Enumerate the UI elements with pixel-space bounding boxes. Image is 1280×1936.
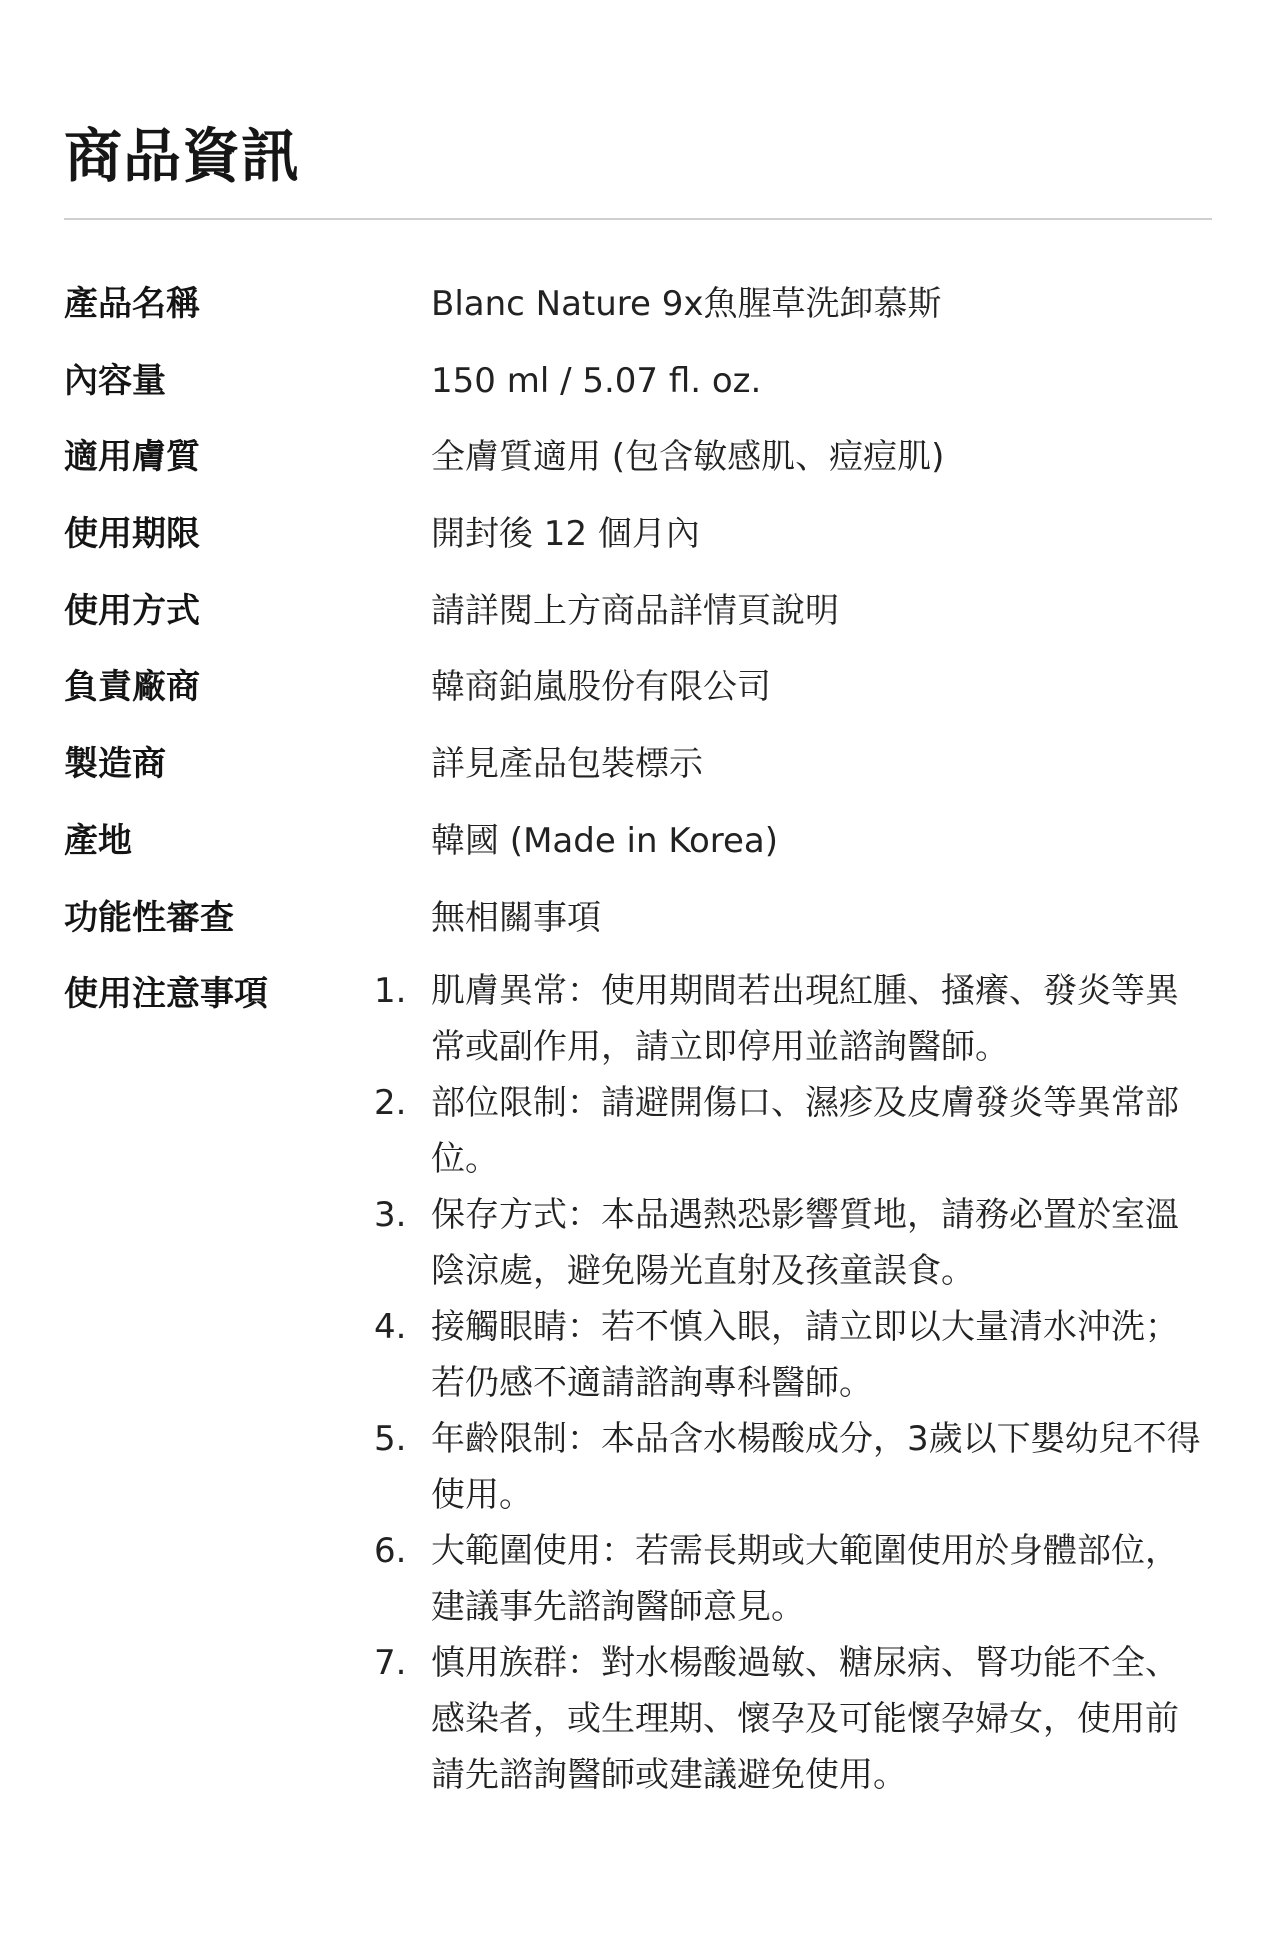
info-row-vendor bbox=[64, 656, 1212, 733]
info-value: 韓國 (Made in Korea) bbox=[431, 820, 779, 861]
list-item-number: 6. bbox=[374, 1531, 407, 1571]
info-label: 產地 bbox=[64, 820, 132, 861]
info-row-volume bbox=[64, 350, 1212, 427]
list-item bbox=[374, 1635, 1212, 1803]
info-row-usage bbox=[64, 580, 1212, 657]
list-item-text: 年齡限制：本品含水楊酸成分，3歲以下嬰幼兒不得使用。 bbox=[431, 1419, 1201, 1515]
info-row-expiry bbox=[64, 503, 1212, 580]
page-title: 商品資訊 bbox=[64, 122, 301, 190]
list-item-text: 肌膚異常：使用期間若出現紅腫、搔癢、發炎等異常或副作用，請立即停用並諮詢醫師。 bbox=[431, 971, 1179, 1067]
info-value: 150 ml / 5.07 fl. oz. bbox=[431, 360, 762, 401]
info-value: 請詳閱上方商品詳情頁說明 bbox=[431, 590, 839, 631]
info-row-functional-review bbox=[64, 887, 1212, 964]
info-label: 產品名稱 bbox=[64, 284, 200, 324]
info-value: 開封後 12 個月內 bbox=[431, 514, 700, 555]
list-item-text: 接觸眼睛：若不慎入眼，請立即以大量清水沖洗；若仍感不適請諮詢專科醫師。 bbox=[431, 1307, 1179, 1403]
info-label: 適用膚質 bbox=[64, 437, 200, 478]
list-item-number: 4. bbox=[374, 1307, 407, 1347]
list-item bbox=[374, 963, 1212, 1075]
list-item bbox=[374, 1299, 1212, 1411]
info-label: 功能性審查 bbox=[64, 897, 234, 938]
info-label: 負責廠商 bbox=[64, 667, 200, 708]
info-row-product-name bbox=[64, 273, 1212, 350]
list-item-text: 保存方式：本品遇熱恐影響質地，請務必置於室溫陰涼處，避免陽光直射及孩童誤食。 bbox=[431, 1195, 1179, 1291]
list-item bbox=[374, 1523, 1212, 1635]
info-row-precautions bbox=[64, 963, 1212, 1803]
list-item bbox=[374, 1411, 1212, 1523]
list-item bbox=[374, 1187, 1212, 1299]
info-label: 使用期限 bbox=[64, 514, 200, 555]
precautions-list bbox=[374, 963, 1212, 1803]
list-item-number: 2. bbox=[374, 1083, 407, 1123]
info-value: 韓商鉑嵐股份有限公司 bbox=[431, 667, 771, 708]
info-row-manufacturer bbox=[64, 733, 1212, 810]
title-divider bbox=[64, 218, 1212, 220]
info-label: 內容量 bbox=[64, 360, 166, 401]
info-row-origin bbox=[64, 810, 1212, 887]
list-item-text: 大範圍使用：若需長期或大範圍使用於身體部位，建議事先諮詢醫師意見。 bbox=[431, 1531, 1179, 1627]
info-label: 使用注意事項 bbox=[64, 974, 268, 1014]
info-label: 製造商 bbox=[64, 744, 166, 785]
product-info-table bbox=[64, 273, 1212, 963]
info-value: 全膚質適用 (包含敏感肌、痘痘肌) bbox=[431, 437, 945, 478]
list-item-number: 7. bbox=[374, 1643, 407, 1683]
info-label: 使用方式 bbox=[64, 590, 200, 631]
list-item-text: 部位限制：請避開傷口、濕疹及皮膚發炎等異常部位。 bbox=[431, 1083, 1179, 1179]
info-value: 無相關事項 bbox=[431, 897, 601, 938]
info-value: Blanc Nature 9x魚腥草洗卸慕斯 bbox=[431, 284, 942, 324]
list-item bbox=[374, 1075, 1212, 1187]
list-item-number: 1. bbox=[374, 971, 407, 1011]
list-item-number: 5. bbox=[374, 1419, 407, 1459]
info-row-skin-type bbox=[64, 426, 1212, 503]
info-value: 詳見產品包裝標示 bbox=[431, 744, 703, 785]
list-item-text: 慎用族群：對水楊酸過敏、糖尿病、腎功能不全、感染者，或生理期、懷孕及可能懷孕婦女，使用前請先諮詢醫師或建議避免使用。 bbox=[431, 1643, 1179, 1795]
list-item-number: 3. bbox=[374, 1195, 407, 1235]
